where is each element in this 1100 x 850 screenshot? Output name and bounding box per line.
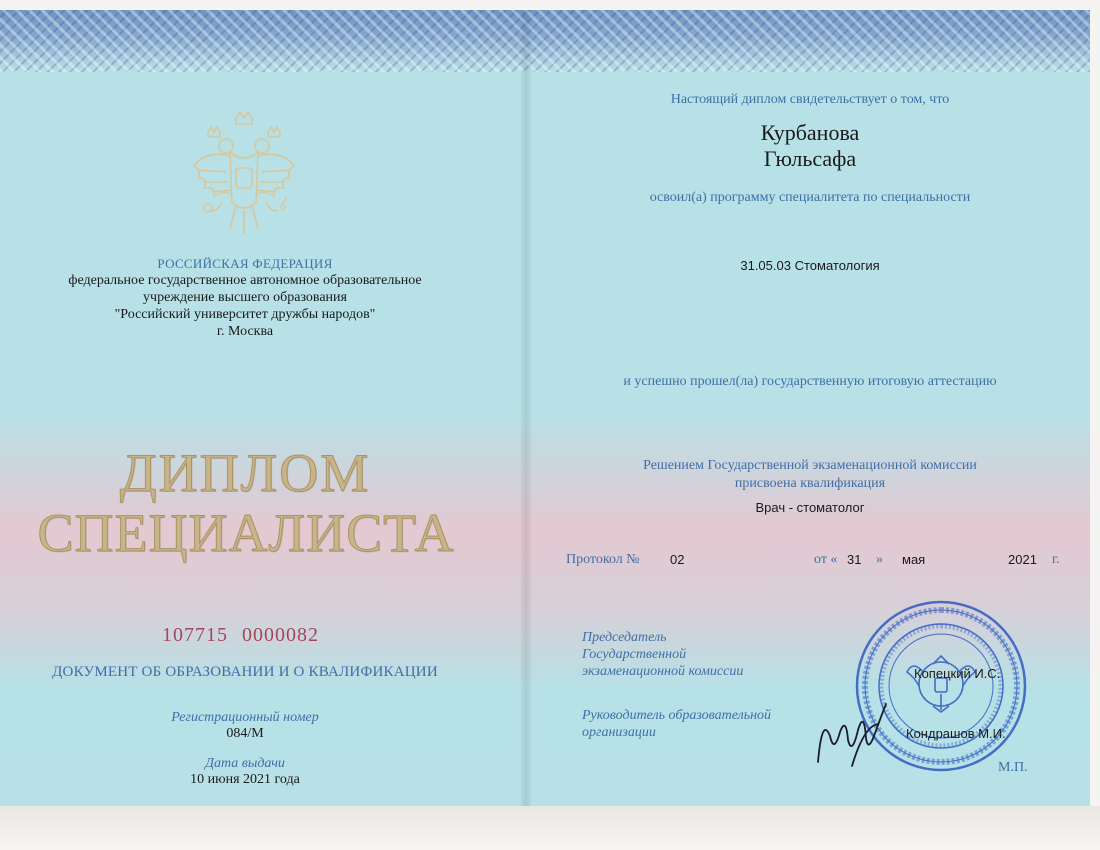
- scan-bottom-margin: [0, 806, 1100, 850]
- chair-name: Копецкий И.С.: [914, 666, 1001, 681]
- diploma-spread: [0, 10, 1090, 806]
- issue-date: 10 июня 2021 года: [190, 772, 300, 787]
- graduate-surname: Курбанова: [760, 120, 860, 145]
- document-type: ДОКУМЕНТ ОБ ОБРАЗОВАНИИ И О КВАЛИФИКАЦИИ: [52, 664, 438, 680]
- head-label-line-2: организации: [582, 725, 656, 740]
- protocol-day: 31: [847, 552, 862, 567]
- serial-prefix: 107715: [162, 624, 228, 646]
- center-fold: [521, 10, 531, 806]
- serial-number: 0000082: [242, 624, 319, 646]
- head-name: Кондрашов М.И.: [906, 726, 1006, 741]
- protocol-label: Протокол №: [566, 552, 640, 567]
- attestation-text: и успешно прошел(ла) государственную итоговую аттестацию: [623, 374, 997, 389]
- chair-label-line-2: Государственной: [582, 647, 687, 662]
- protocol-number: 02: [670, 552, 685, 567]
- coat-of-arms-emblem: [186, 110, 302, 238]
- head-label-line-1: Руководитель образовательной: [582, 708, 772, 723]
- diploma-title-line-2: СПЕЦИАЛИСТА: [37, 503, 455, 563]
- signature-scribble: [812, 696, 892, 770]
- year-suffix: г.: [1052, 552, 1060, 567]
- stamp-place-mark: М.П.: [998, 760, 1028, 775]
- specialty: 31.05.03 Стоматология: [740, 258, 880, 273]
- chair-label-line-3: экзаменационной комиссии: [582, 664, 744, 679]
- graduate-given-name: Гюльсафа: [763, 146, 857, 171]
- diploma-title-line-1: ДИПЛОМ: [119, 443, 371, 503]
- registration-label: Регистрационный номер: [171, 710, 319, 725]
- qualification: Врач - стоматолог: [755, 500, 865, 515]
- date-open-quote: от «: [814, 552, 838, 567]
- program-text: освоил(а) программу специалитета по специальности: [649, 190, 971, 205]
- institution-line-3: "Российский университет дружбы народов": [114, 307, 376, 322]
- institution-city: г. Москва: [216, 324, 274, 339]
- commission-decision-line-2: присвоена квалификация: [734, 476, 886, 491]
- institution-line-1: федеральное государственное автономное образовательное: [68, 273, 422, 288]
- chair-label-line-1: Председатель: [582, 630, 667, 645]
- protocol-year: 2021: [1008, 552, 1037, 567]
- date-close-quote: »: [876, 552, 883, 567]
- registration-number: 084/М: [226, 726, 264, 741]
- commission-decision-line-1: Решением Государственной экзаменационной комиссии: [643, 458, 977, 473]
- protocol-month: мая: [902, 552, 926, 567]
- country-name: РОССИЙСКАЯ ФЕДЕРАЦИЯ: [157, 256, 333, 271]
- certifies-text: Настоящий диплом свидетельствует о том, что: [670, 92, 950, 107]
- issue-date-label: Дата выдачи: [205, 756, 285, 771]
- top-guilloche-band: [0, 10, 1090, 72]
- institution-line-2: учреждение высшего образования: [143, 290, 347, 305]
